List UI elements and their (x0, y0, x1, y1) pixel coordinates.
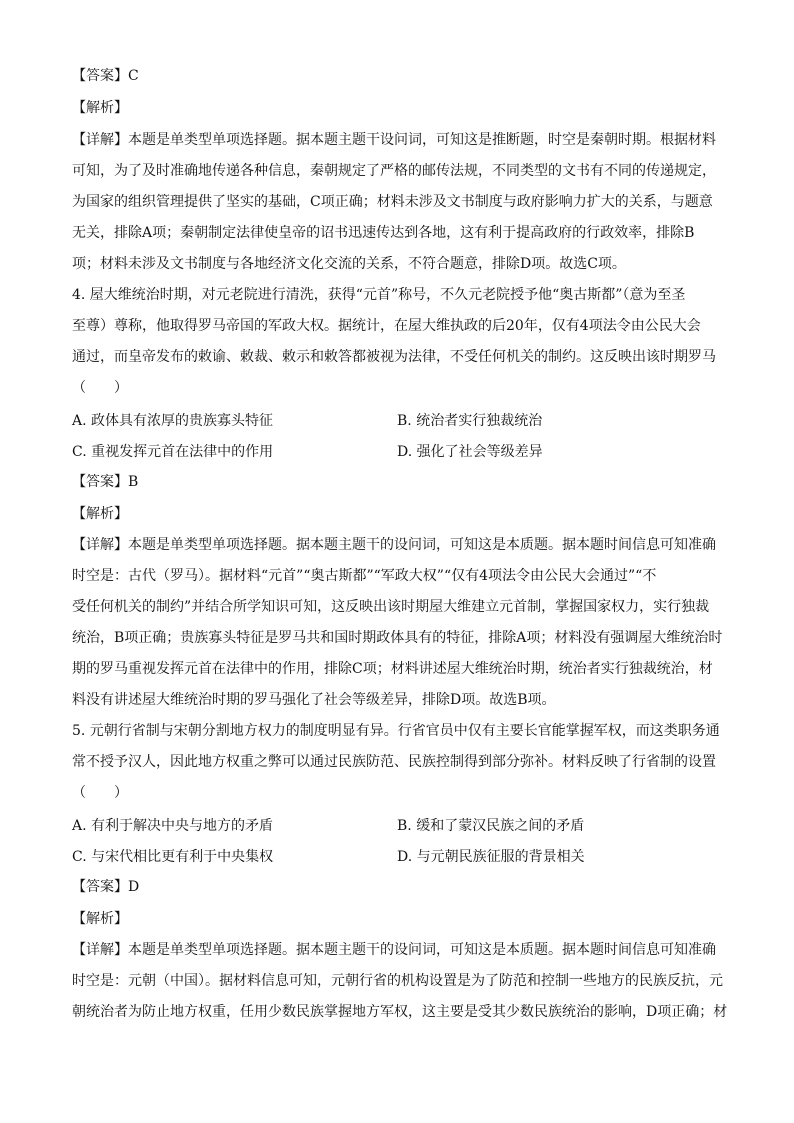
q4-analysis-label: 【解析】 (72, 506, 128, 522)
q5-stem-line: 5. 元朝行省制与宋朝分割地方权力的制度明显有异。行省官员中仅有主要长官能掌握军权，而这类职务通 (72, 723, 720, 739)
q5-stem-line: 常不授予汉人，因此地方权重之弊可以通过民族防范、民族控制得到部分弥补。材料反映了行省制的设置 (72, 754, 716, 770)
q5-option-b: B. 缓和了蒙汉民族之间的矛盾 (397, 818, 585, 834)
q3-answer-line (72, 66, 139, 86)
answer-label: 【答案】 (72, 474, 128, 490)
answer-value: B (128, 474, 139, 490)
answer-label: 【答案】 (72, 68, 128, 84)
q4-detail-line: 料没有讲述屋大维统治时期的罗马强化了社会等级差异，排除D项。故选B项。 (72, 692, 556, 708)
q4-detail-line: 期的罗马重视发挥元首在法律中的作用，排除C项；材料讲述屋大维统治时期，统治者实行独裁统治，材 (72, 661, 713, 677)
q4-option-d: D. 强化了社会等级差异 (397, 444, 543, 460)
q3-detail-line: 项；材料未涉及文书制度与各地经济文化交流的关系，不符合题意，排除D项。故选C项。 (72, 256, 626, 272)
q5-detail-line: 【详解】本题是单类型单项选择题。据本题主题干的设问词，可知这是本质题。据本题时间信息可知准确 (72, 942, 716, 958)
q4-option-a: A. 政体具有浓厚的贵族寡头特征 (72, 413, 274, 429)
q4-detail-line: 【详解】本题是单类型单项选择题。据本题主题干的设问词，可知这是本质题。据本题时间信息可知准确 (72, 537, 716, 553)
q4-stem-line: 通过，而皇帝发布的敕谕、敕裁、敕示和敕答都被视为法律，不受任何机关的制约。这反映出该时期罗马 (72, 349, 716, 365)
q5-option-a: A. 有利于解决中央与地方的矛盾 (72, 818, 274, 834)
answer-value: C (128, 68, 139, 84)
q5-detail-line: 朝统治者为防止地方权重，任用少数民族掌握地方军权，这主要是受其少数民族统治的影响，D项正确；材 (72, 1004, 728, 1020)
answer-value: D (128, 879, 140, 895)
q4-detail-line: 时空是：古代（罗马）。据材料“元首”“奥古斯都”“军政大权”“仅有4项法令由公民大会通过”“不 (72, 568, 657, 584)
q3-detail-line: 可知，为了及时准确地传递各种信息，秦朝规定了严格的邮传法规，不同类型的文书有不同的传递规定， (72, 163, 716, 179)
q5-option-d: D. 与元朝民族征服的背景相关 (397, 849, 585, 865)
q5-detail-line: 时空是：元朝（中国）。据材料信息可知，元朝行省的机构设置是为了防范和控制一些地方的民族反抗，元 (72, 973, 723, 989)
q4-detail-line: 统治，B项正确；贵族寡头特征是罗马共和国时期政体具有的特征，排除A项；材料没有强调屋大维统治时 (72, 630, 723, 646)
q3-detail-line: 为国家的组织管理提供了坚实的基础，C项正确；材料未涉及文书制度与政府影响力扩大的关系，与题意 (72, 194, 713, 210)
q4-answer-line (72, 472, 138, 492)
answer-label: 【答案】 (72, 879, 128, 895)
q4-stem-line: 至尊）尊称，他取得罗马帝国的军政大权。据统计，在屋大维执政的后20年，仅有4项法令由公民大会 (72, 318, 701, 334)
q4-stem-line: 4. 屋大维统治时期，对元老院进行清洗，获得“元首”称号，不久元老院授予他“奥古斯都”（意为至圣 (72, 287, 686, 303)
q5-stem-blank: （ ） (72, 785, 128, 801)
q3-analysis-label: 【解析】 (72, 100, 128, 116)
q3-detail-line: 【详解】本题是单类型单项选择题。据本题主题干设问词，可知这是推断题，时空是秦朝时期。根据材料 (72, 132, 716, 148)
q5-option-c: C. 与宋代相比更有利于中央集权 (72, 849, 274, 865)
q4-option-c: C. 重视发挥元首在法律中的作用 (72, 444, 274, 460)
q5-answer-line (72, 877, 139, 897)
q4-detail-line: 受任何机关的制约”并结合所学知识可知，这反映出该时期屋大维建立元首制，掌握国家权力，实行独裁 (72, 599, 710, 615)
q4-option-b: B. 统治者实行独裁统治 (397, 413, 543, 429)
q4-stem-blank: （ ） (72, 380, 128, 396)
q5-analysis-label: 【解析】 (72, 911, 128, 927)
q3-detail-line: 无关，排除A项；秦朝制定法律使皇帝的诏书迅速传达到各地，这有利于提高政府的行政效率，排除B (72, 225, 695, 241)
